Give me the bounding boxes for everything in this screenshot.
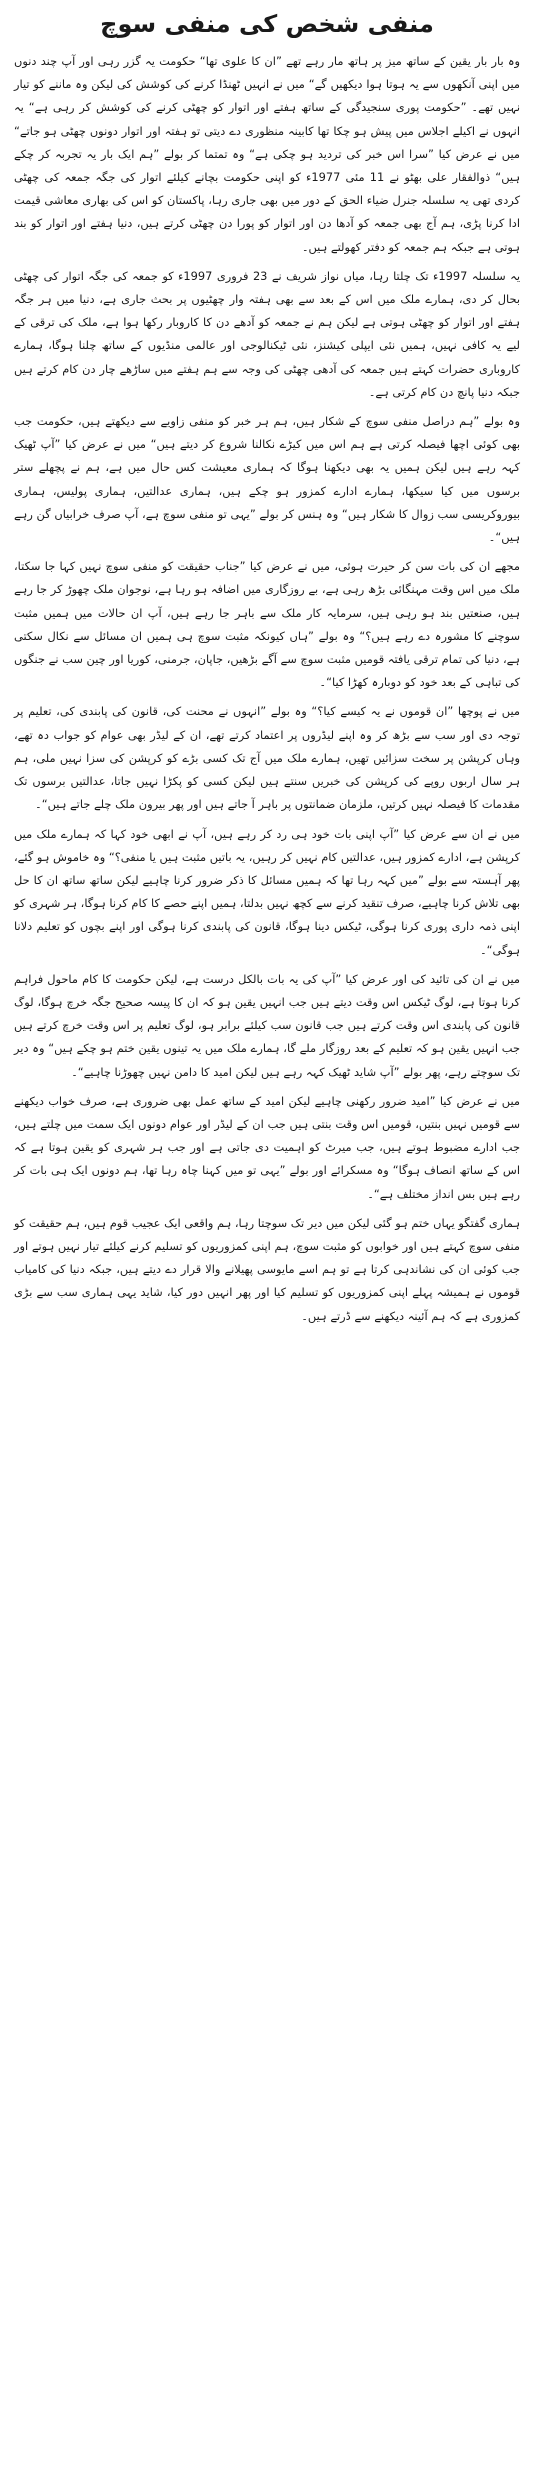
article-paragraph: مجھے ان کی بات سن کر حیرت ہوئی، میں نے عرض کیا ”جناب حقیقت کو منفی سوچ نہیں کہا جا سکتا، ملک میں اس وقت مہنگائی بڑھ رہی ہے، بے روزگاری میں اضافہ ہو رہا ہے، نوجوان ملک چھوڑ کر جا رہے ہیں، صنعتیں بند ہو رہی ہیں، سرمایہ کار ملک سے باہر جا رہے ہیں، آپ ان حالات میں ہمیں مثبت سوچنے کا مشورہ دے رہے ہیں؟“ وہ بولے ”ہاں کیونکہ مثبت سوچ ہی ہمیں ان مسائل سے نکال سکتی ہے، دنیا کی تمام ترقی یافتہ قومیں مثبت سوچ سے آگے بڑھیں، جاپان، جرمنی، کوریا اور چین سب نے جنگوں کی تباہی کے بعد خود کو دوبارہ کھڑا کیا“۔	[14, 559, 520, 690]
article-paragraph: میں نے ان سے عرض کیا ”آپ اپنی بات خود ہی رد کر رہے ہیں، آپ نے ابھی خود کہا کہ ہمارے ملک میں کرپشن ہے، ادارے کمزور ہیں، عدالتیں کام نہیں کر رہیں، یہ باتیں مثبت ہیں یا منفی؟“ وہ خاموش ہو گئے، پھر آہستہ سے بولے ”میں کہہ رہا تھا کہ ہمیں مسائل کا ذکر ضرور کرنا چاہیے لیکن ساتھ ساتھ ان کا حل بھی تلاش کرنا چاہیے، صرف تنقید کرنے سے کچھ نہیں بدلتا، ہمیں اپنے حصے کا کام کرنا ہوگا، ہر شہری کو اپنی ذمہ داری پوری کرنا ہوگی، ٹیکس دینا ہوگا، قانون کی پابندی کرنا ہوگی اور اپنے بچوں کو تعلیم دلانا ہوگی“۔	[14, 826, 520, 957]
article-paragraph: میں نے ان کی تائید کی اور عرض کیا ”آپ کی یہ بات بالکل درست ہے، لیکن حکومت کا کام ماحول فراہم کرنا ہوتا ہے، لوگ ٹیکس اس وقت دیتے ہیں جب انہیں یقین ہو کہ ان کا پیسہ صحیح جگہ خرچ ہوگا، لوگ قانون کی پابندی اس وقت کرتے ہیں جب قانون سب کیلئے برابر ہو، لوگ تعلیم پر اس وقت خرچ کرتے ہیں جب انہیں یقین ہو کہ تعلیم کے بعد روزگار ملے گا، ہمارے ملک میں یہ تینوں یقین ختم ہو چکے ہیں“ وہ دیر تک سوچتے رہے، پھر بولے ”آپ شاید ٹھیک کہہ رہے ہیں لیکن امید کا دامن نہیں چھوڑنا چاہیے“۔	[14, 971, 520, 1079]
article-body	[14, 50, 520, 1328]
article-paragraph: وہ بار بار یقین کے ساتھ میز پر ہاتھ مار رہے تھے ”ان کا علوی تھا“ حکومت یہ گزر رہی اور آپ چند دنوں میں اپنی آنکھوں سے یہ ہوتا ہوا دیکھیں گے“ میں نے انہیں ٹھنڈا کرنے کی کوشش کی لیکن وہ ماننے کو تیار نہیں تھے۔ ”حکومت پوری سنجیدگی کے ساتھ ہفتے اور اتوار کو چھٹی کرنے کی کوشش کر رہی ہے“ یہ انہوں نے اکیلے اجلاس میں پیش ہو چکا تھا کابینہ منظوری دے دیتی تو ہفتہ اور اتوار دونوں چھٹی ہو جاتے“ میں نے عرض کیا ”سرا اس خبر کی تردید ہو چکی ہے“ وہ تمتما کر بولے ”ہم ایک بار یہ تجربہ کر چکے ہیں“ ذوالفقار علی بھٹو نے 11 مئی 1977ء کو اپنی حکومت بچانے کیلئے اتوار کی جگہ جمعہ کی چھٹی کردی تھی یہ سلسلہ جنرل ضیاء الحق کے دور میں بھی جاری رہا، پاکستان کو اس کی بھاری معاشی قیمت ادا کرنا پڑی، ہم آج بھی جمعہ کو آدھا دن اور اتوار کو پورا دن چھٹی کرتے ہیں، دنیا ہفتے اور اتوار کو بند ہوتی ہے جبکہ ہم جمعہ کو دفتر کھولتے ہیں۔	[14, 54, 520, 254]
article-paragraph: ہماری گفتگو یہاں ختم ہو گئی لیکن میں دیر تک سوچتا رہا، ہم واقعی ایک عجیب قوم ہیں، ہم حقیقت کو منفی سوچ کہتے ہیں اور خوابوں کو مثبت سوچ، ہم اپنی کمزوریوں کو تسلیم کرنے کیلئے تیار نہیں ہوتے اور جب کوئی ان کی نشاندہی کرتا ہے تو ہم اسے مایوسی پھیلانے والا قرار دے دیتے ہیں، جبکہ دنیا کی کامیاب قوموں نے ہمیشہ پہلے اپنی کمزوریوں کو تسلیم کیا اور پھر انہیں دور کیا، شاید یہی ہماری سب سے بڑی کمزوری ہے کہ ہم آئینہ دیکھنے سے ڈرتے ہیں۔	[14, 1215, 520, 1323]
article-paragraph: یہ سلسلہ 1997ء تک چلتا رہا، میاں نواز شریف نے 23 فروری 1997ء کو جمعہ کی جگہ اتوار کی چھٹی بحال کر دی، ہمارے ملک میں اس کے بعد سے بھی ہفتہ وار چھٹیوں پر بحث جاری ہے، دنیا میں ہر جگہ ہفتے اور اتوار کو چھٹی ہوتی ہے لیکن ہم نے جمعہ کو آدھے دن کا کاروبار رکھا ہوا ہے، ملک کی ترقی کے لیے یہ کافی نہیں، ہمیں نئی ایپلی کیشنز، نئی ٹیکنالوجی اور عالمی منڈیوں کے ساتھ چلنا ہوگا، ہمارے کاروباری حضرات کہتے ہیں جمعہ کی آدھی چھٹی کی وجہ سے ہم ہفتے میں ساڑھے چار دن کام کرتے ہیں جبکہ دنیا پانچ دن کام کرتی ہے۔	[14, 268, 520, 399]
article-title: منفی شخص کی منفی سوچ	[100, 10, 434, 38]
article-paragraph: میں نے عرض کیا ”امید ضرور رکھنی چاہیے لیکن امید کے ساتھ عمل بھی ضروری ہے، صرف خواب دیکھنے سے قومیں نہیں بنتیں، قومیں اس وقت بنتی ہیں جب ان کے لیڈر اور عوام دونوں ایک سمت میں چلتے ہیں، جب ادارے مضبوط ہوتے ہیں، جب میرٹ کو اہمیت دی جاتی ہے اور جب ہر شہری کو یقین ہوتا ہے کہ اس کے ساتھ انصاف ہوگا“ وہ مسکرائے اور بولے ”یہی تو میں کہنا چاہ رہا تھا، ہم دونوں ایک ہی بات کر رہے ہیں بس انداز مختلف ہے“۔	[14, 1093, 520, 1201]
article-paragraph: وہ بولے ”ہم دراصل منفی سوچ کے شکار ہیں، ہم ہر خبر کو منفی زاویے سے دیکھتے ہیں، حکومت جب بھی کوئی اچھا فیصلہ کرتی ہے ہم اس میں کیڑے نکالنا شروع کر دیتے ہیں“ میں نے عرض کیا ”آپ ٹھیک کہہ رہے ہیں لیکن ہمیں یہ بھی دیکھنا ہوگا کہ ہماری معیشت کس حال میں ہے، ہم نے پچھلے ستر برسوں میں کیا سیکھا، ہمارے ادارے کمزور ہو چکے ہیں، ہماری عدالتیں، ہماری پولیس، ہماری بیوروکریسی سب زوال کا شکار ہیں“ وہ ہنس کر بولے ”یہی تو منفی سوچ ہے، آپ صرف خرابیاں گن رہے ہیں“۔	[14, 414, 520, 545]
article-paragraph: میں نے پوچھا ”ان قوموں نے یہ کیسے کیا؟“ وہ بولے ”انہوں نے محنت کی، قانون کی پابندی کی، تعلیم پر توجہ دی اور سب سے بڑھ کر وہ اپنے لیڈروں پر اعتماد کرتے تھے، ان کے لیڈر بھی عوام کو جواب دہ تھے، وہاں کرپشن پر سخت سزائیں تھیں، ہمارے ملک میں آج تک کسی بڑے کو کرپشن کی سزا نہیں ملی، ہم ہر سال اربوں روپے کی کرپشن کی خبریں سنتے ہیں لیکن کسی کو پکڑا نہیں جاتا، عدالتیں برسوں تک مقدمات کا فیصلہ نہیں کرتیں، ملزمان ضمانتوں پر باہر آ جاتے ہیں اور پھر بیرون ملک چلے جاتے ہیں“۔	[14, 704, 520, 812]
